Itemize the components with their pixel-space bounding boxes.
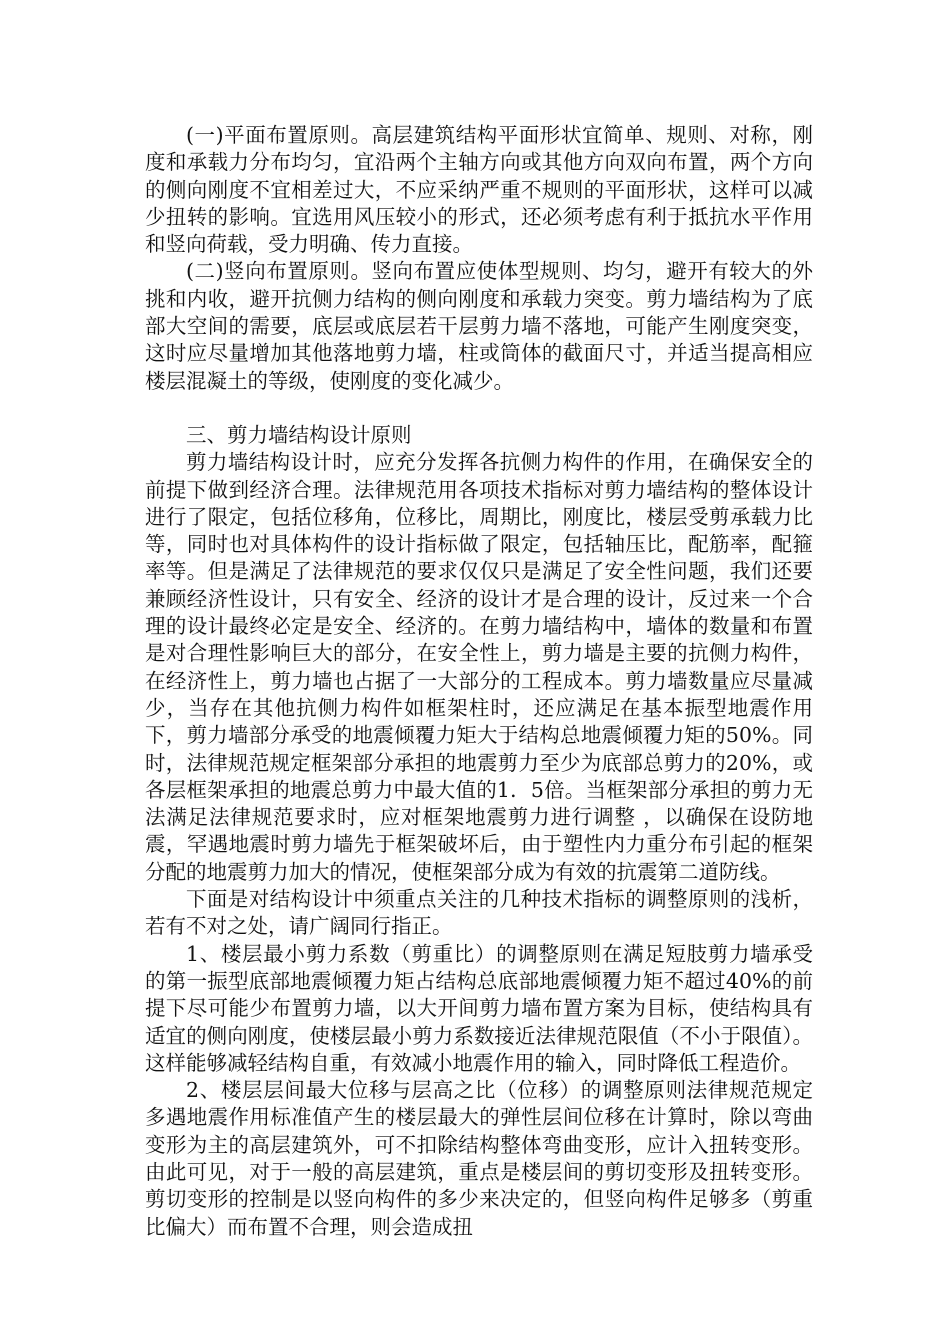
paragraph-intro-indicators: 下面是对结构设计中须重点关注的几种技术指标的调整原则的浅析，若有不对之处，请广阔同行指正。 [145, 887, 813, 939]
paragraph-plane-layout: (一)平面布置原则。高层建筑结构平面形状宜简单、规则、对称，刚度和承载力分布均匀，宜沿两个主轴方向或其他方向双向布置，两个方向的侧向刚度不宜相差过大，不应采纳严重不规则的平面形状，这样可以减少扭转的影响。宜选用风压较小的形式，还必须考虑有利于抵抗水平作用和竖向荷载，受力明确、传力直接。 [145, 123, 813, 257]
paragraph-shear-wall-design: 剪力墙结构设计时，应充分发挥各抗侧力构件的作用，在确保安全的前提下做到经济合理。法律规范用各项技术指标对剪力墙结构的整体设计进行了限定，包括位移角，位移比，周期比，刚度比，楼层受剪承载力比等，同时也对具体构件的设计指标做了限定，包括轴压比，配筋率，配箍率等。但是满足了法律规范的要求仅仅只是满足了安全性问题，我们还要兼顾经济性设计，只有安全、经济的设计才是合理的设计，反过来一个合理的设计最终必定是安全、经济的。在剪力墙结构中，墙体的数量和布置是对合理性影响巨大的部分，在安全性上，剪力墙是主要的抗侧力构件，在经济性上，剪力墙也占据了一大部分的工程成本。剪力墙数量应尽量减少，当存在其他抗侧力构件如框架柱时，还应满足在基本振型地震作用下，剪力墙部分承受的地震倾覆力矩大于结构总地震倾覆力矩的50%。同时，法律规范规定框架部分承担的地震剪力至少为底部总剪力的20%，或各层框架承担的地震总剪力中最大值的1．5倍。当框架部分承担的剪力无法满足法律规范要求时，应对框架地震剪力进行调整 ，以确保在设防地震，罕遇地震时剪力墙先于框架破坏后，由于塑性内力重分布引起的框架分配的地震剪力加大的情况，使框架部分成为有效的抗震第二道防线。 [145, 450, 813, 884]
paragraph-gap [145, 395, 813, 422]
paragraph-vertical-layout: (二)竖向布置原则。竖向布置应使体型规则、均匀，避开有较大的外挑和内收，避开抗侧力结构的侧向刚度和承载力突变。剪力墙结构为了底部大空间的需要，底层或底层若干层剪力墙不落地，可能产生刚度突变，这时应尽量增加其他落地剪力墙，柱或筒体的截面尺寸，并适当提高相应楼层混凝土的等级，使刚度的变化减少。 [145, 259, 813, 393]
paragraph-shear-weight-ratio: 1、楼层最小剪力系数（剪重比）的调整原则在满足短肢剪力墙承受的第一振型底部地震倾覆力矩占结构总底部地震倾覆力矩不超过40%的前提下尽可能少布置剪力墙，以大开间剪力墙布置方案为目标，使结构具有适宜的侧向刚度，使楼层最小剪力系数接近法律规范限值（不小于限值）。这样能够减轻结构自重，有效减小地震作用的输入，同时降低工程造价。 [145, 941, 813, 1075]
section-heading: 三、剪力墙结构设计原则 [186, 422, 412, 447]
paragraph-drift-ratio: 2、楼层层间最大位移与层高之比（位移）的调整原则法律规范规定多遇地震作用标准值产生的楼层最大的弹性层间位移在计算时，除以弯曲变形为主的高层建筑外，可不扣除结构整体弯曲变形，应计入扭转变形。由此可见，对于一般的高层建筑，重点是楼层间的剪切变形及扭转变形。剪切变形的控制是以竖向构件的多少来决定的，但竖向构件足够多（剪重比偏大）而布置不合理，则会造成扭 [145, 1078, 813, 1239]
document-page [145, 122, 813, 1241]
